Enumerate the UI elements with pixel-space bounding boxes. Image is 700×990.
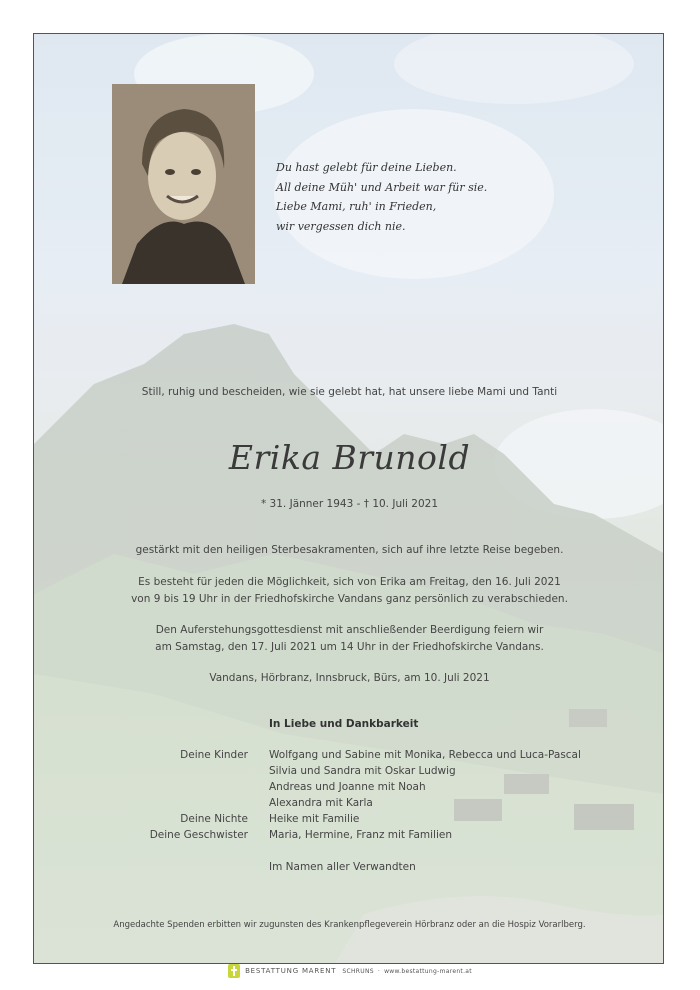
relative-names: Maria, Hermine, Franz mit Familien xyxy=(269,829,452,841)
paragraph-line: am Samstag, den 17. Juli 2021 um 14 Uhr in der Friedhofskirche Vandans. xyxy=(155,641,544,653)
obituary-card xyxy=(33,33,664,964)
poem-line: All deine Müh' und Arbeit war für sie. xyxy=(276,180,488,194)
relatives-names xyxy=(269,747,659,843)
relative-names: Wolfgang und Sabine mit Monika, Rebecca und Luca-Pascal xyxy=(269,749,581,761)
poem xyxy=(276,158,536,236)
relative-label xyxy=(34,763,248,779)
poem-line: wir vergessen dich nie. xyxy=(276,219,406,233)
paragraph-line: Vandans, Hörbranz, Innsbruck, Bürs, am 10. Juli 2021 xyxy=(209,672,490,684)
deceased-name: Erika Brunold xyxy=(228,438,471,477)
relative-label xyxy=(34,795,248,811)
footer xyxy=(0,963,700,979)
donation-note: Angedachte Spenden erbitten wir zugunsten des Krankenpflegeverein Hörbranz oder an die Hospiz Vorarlberg. xyxy=(113,920,586,930)
intro-text: Still, ruhig und bescheiden, wie sie gelebt hat, hat unsere liebe Mami und Tanti xyxy=(141,386,558,398)
footer-brand: BESTATTUNG MARENT xyxy=(245,967,337,975)
relatives-labels xyxy=(34,747,248,843)
poem-line: Du hast gelebt für deine Lieben. xyxy=(276,161,457,174)
place-date xyxy=(34,670,664,687)
relative-label: Deine Nichte xyxy=(180,813,248,825)
poem-line: Liebe Mami, ruh' in Frieden, xyxy=(276,200,437,213)
footer-website-link[interactable]: www.bestattung-marent.at xyxy=(384,967,472,975)
paragraph-line: Es besteht für jeden die Möglichkeit, sich von Erika am Freitag, den 16. Juli 2021 xyxy=(138,576,561,588)
footer-separator: · xyxy=(377,967,381,975)
paragraph-service xyxy=(34,622,664,656)
footer-place: SCHRUNS xyxy=(342,967,374,975)
life-dates: * 31. Jänner 1943 - † 10. Juli 2021 xyxy=(260,498,439,510)
paragraph-farewell xyxy=(34,574,664,608)
closing-text: Im Namen aller Verwandten xyxy=(269,861,416,873)
portrait-photo xyxy=(112,84,255,284)
relative-names: Alexandra mit Karla xyxy=(269,797,373,809)
relative-label: Deine Geschwister xyxy=(149,829,248,841)
paragraph-line: gestärkt mit den heiligen Sterbesakramenten, sich auf ihre letzte Reise begeben. xyxy=(135,544,564,556)
bestattung-logo-icon xyxy=(228,964,240,978)
thanks-heading: In Liebe und Dankbarkeit xyxy=(269,718,419,730)
relative-label: Deine Kinder xyxy=(180,749,248,761)
paragraph-line: Den Auferstehungsgottesdienst mit anschließender Beerdigung feiern wir xyxy=(155,624,544,636)
relative-names: Heike mit Familie xyxy=(269,813,360,825)
relative-names: Andreas und Joanne mit Noah xyxy=(269,781,426,793)
relative-label xyxy=(34,779,248,795)
relative-names: Silvia und Sandra mit Oskar Ludwig xyxy=(269,765,456,777)
paragraph-sacraments xyxy=(34,542,664,559)
paragraph-line: von 9 bis 19 Uhr in der Friedhofskirche Vandans ganz persönlich zu verabschieden. xyxy=(131,593,568,605)
